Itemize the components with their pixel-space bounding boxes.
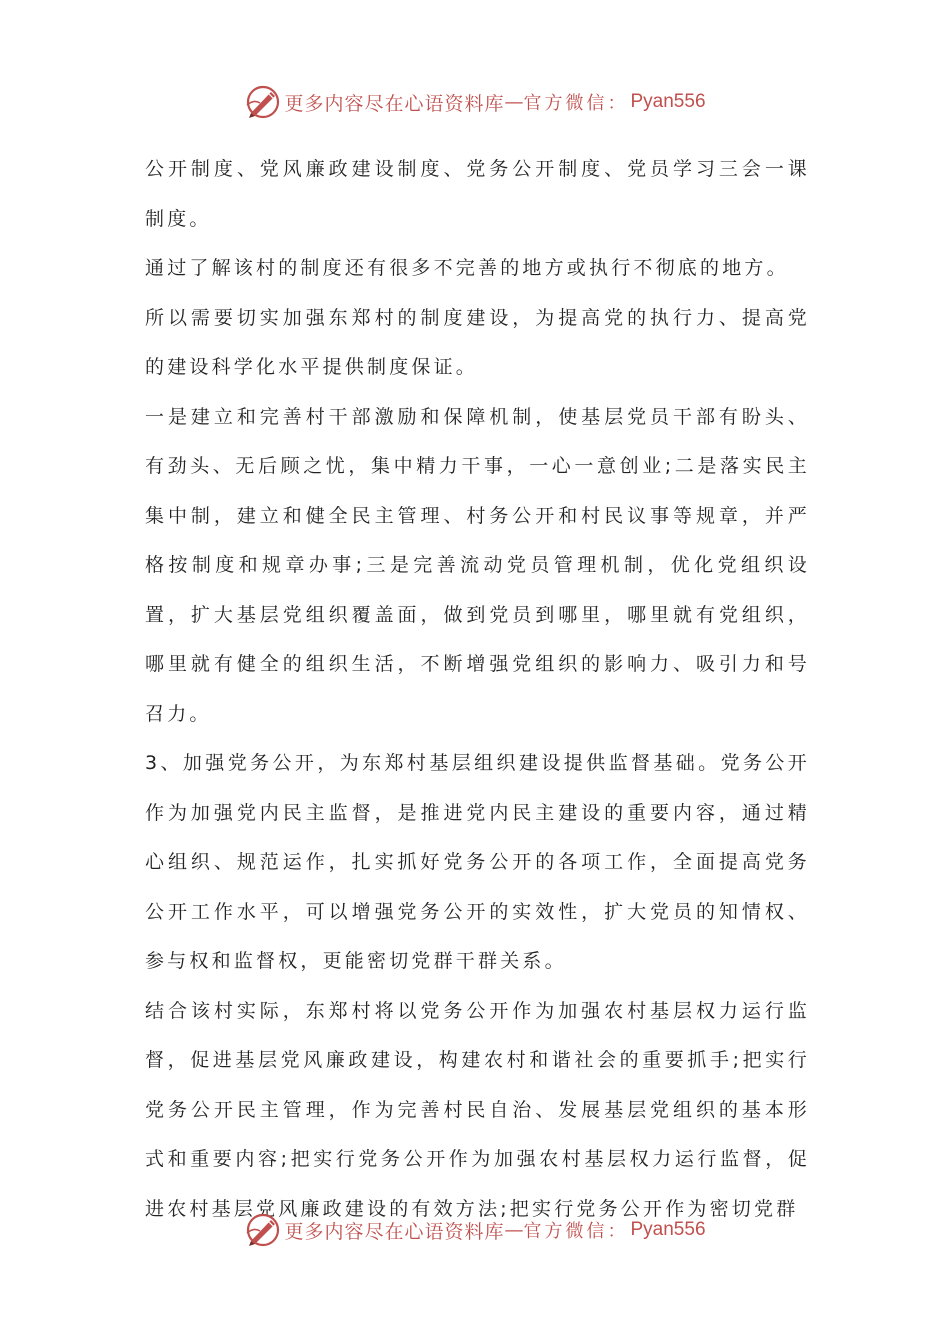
header-wechat-id: Pyan556: [630, 91, 706, 112]
pen-logo-icon: [244, 1211, 282, 1249]
header-banner: [0, 82, 950, 122]
footer-wechat-id: Pyan556: [630, 1219, 706, 1240]
paragraph: 公开制度、党风廉政建设制度、党务公开制度、党员学习三会一课制度。: [145, 158, 810, 230]
footer-site-text: 更多内容尽在心语资料库: [284, 1220, 505, 1243]
footer-wechat-label: 官方微信：: [523, 1221, 629, 1242]
paragraph: 3、加强党务公开，为东郑村基层组织建设提供监督基础。党务公开作为加强党内民主监督，是推进党内民主建设的重要内容，通过精心组织、规范运作，扎实抓好党务公开的各项工作，全面提高党务公开工作水平，可以增强党务公开的实效性，扩大党员的知情权、参与权和监督权，更能密切党群干群关系。: [145, 752, 810, 972]
paragraph: 所以需要切实加强东郑村的制度建设，为提高党的执行力、提高党的建设科学化水平提供制度保证。: [145, 306, 810, 378]
paragraph: 通过了解该村的制度还有很多不完善的地方或执行不彻底的地方。: [145, 257, 789, 279]
paragraph: 一是建立和完善村干部激励和保障机制，使基层党员干部有盼头、有劲头、无后顾之忧，集中精力干事，一心一意创业;二是落实民主集中制，建立和健全民主管理、村务公开和村民议事等规章，并严格按制度和规章办事;三是完善流动党员管理机制，优化党组织设置，扩大基层党组织覆盖面，做到党员到哪里，哪里就有党组织，哪里就有健全的组织生活，不断增强党组织的影响力、吸引力和号召力。: [145, 405, 810, 725]
paragraph: 结合该村实际，东郑村将以党务公开作为加强农村基层权力运行监督，促进基层党风廉政建设，构建农村和谐社会的重要抓手;把实行党务公开民主管理，作为完善村民自治、发展基层党组织的基本形式和重要内容;把实行党务公开作为加强农村基层权力运行监督，促进农村基层党风廉政建设的有效方法;把实行党务公开作为密切党群: [145, 999, 810, 1220]
footer-separator: —: [504, 1219, 524, 1241]
footer-banner: [0, 1210, 950, 1250]
header-site-text: 更多内容尽在心语资料库: [284, 92, 505, 115]
document-body: [145, 145, 810, 1234]
header-separator: —: [504, 91, 524, 113]
header-wechat-label: 官方微信：: [523, 93, 629, 114]
pen-logo-icon: [244, 83, 282, 121]
